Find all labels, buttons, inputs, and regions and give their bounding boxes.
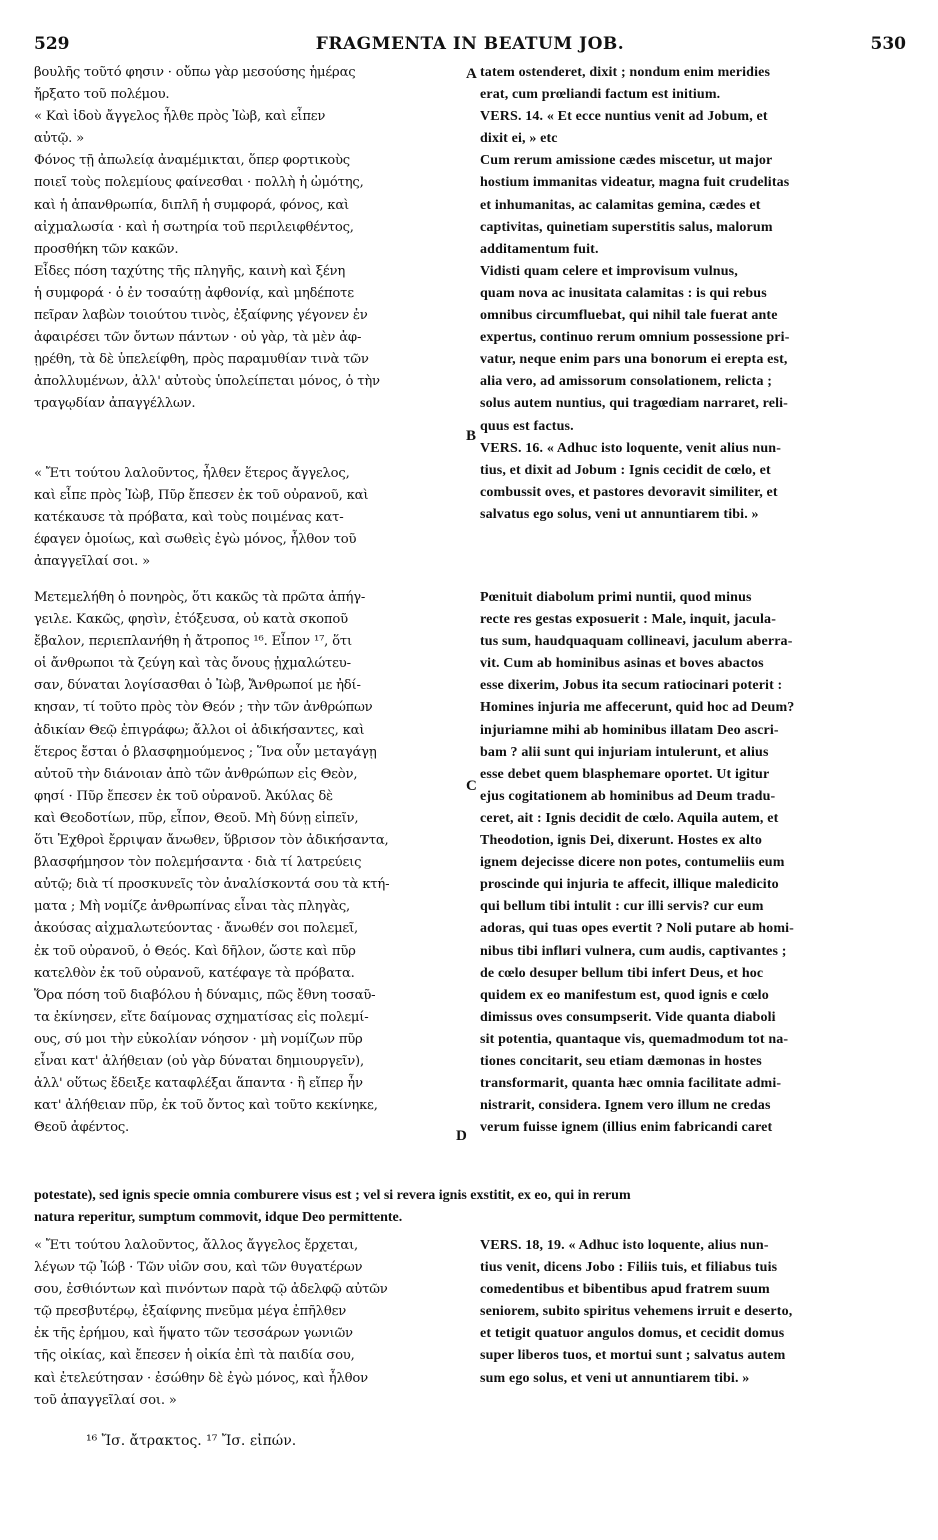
greek-line: ους, σύ μοι τὴν εὐκολίαν νόησον · μὴ νομίζων πῦρ <box>34 1031 363 1047</box>
greek-line: ματα ; Μὴ νομίζε ἀνθρωπίνας εἶναι τὰς πληγὰς, <box>34 899 351 915</box>
greek-line: λέγων τῷ Ἰώβ · Τῶν υἱῶν σου, καὶ τῶν θυγατέρων <box>34 1260 363 1276</box>
greek-line: Θεοῦ ἀφέντος. <box>34 1120 129 1136</box>
greek-line: τα ἐκίνησεν, εἴτε δαίμονας σχηματίσας εἰς πολεμί- <box>34 1009 369 1025</box>
latin-line: verum fuisse ignem (illius enim fabricandi caret <box>480 1120 773 1136</box>
latin-line: tius, et dixit ad Jobum : Ignis cecidit de cœlo, et <box>480 462 771 478</box>
latin-line: et inhumanitas, ac calamitas gemina, cædes et <box>480 197 761 213</box>
latin-column-block-2 <box>480 587 906 1139</box>
greek-column-block-4 <box>34 1235 462 1412</box>
latin-line: omnibus circumfluebat, qui nihil tale fuerat ante <box>480 308 778 324</box>
greek-line: Εἶδες πόση ταχύτης τῆς πληγῆς, καινὴ καὶ ξένη <box>34 263 346 279</box>
margin-letter-d: D <box>456 1128 467 1144</box>
greek-line: σαν, δύναται λογίσασθαι ὁ Ἰὼβ, Ἄνθρωποί με ἠδί- <box>34 678 361 694</box>
greek-column-block-3 <box>34 587 462 1139</box>
latin-line: nibus tibi inflигi vulnera, cum audis, captivantes ; <box>480 943 787 959</box>
latin-line: proscinde qui injuria te affecit, illique maledicito <box>480 877 779 893</box>
greek-column-block-1 <box>34 62 462 416</box>
latin-line: VERS. 18, 19. « Adhuc isto loquente, alius nun- <box>480 1238 769 1253</box>
greek-line: αὐτῷ. » <box>34 131 85 147</box>
latin-line: tus sum, haudquaquam collineavi, jaculum aberra- <box>480 634 793 650</box>
greek-line: ἔβαλον, περιεπλανήθη ἡ ἄτροπος ¹⁶. Εἶπον ¹⁷, ὅτι <box>34 634 352 650</box>
greek-line: αὐτοῦ τὴν διάνοιαν ἀπὸ τῶν ἀνθρώπων εἰς Θεὸν, <box>34 766 358 782</box>
margin-letter-a: A <box>466 66 477 82</box>
latin-line: solus autem nuntius, qui tragœdiam narraret, reli- <box>480 396 788 412</box>
margin-letter-c: C <box>466 778 477 794</box>
greek-line: ἀπαγγεῖλαί σοι. » <box>34 554 151 570</box>
latin-line: recte res gestas exposuerit : Male, inquit, jacula- <box>480 612 777 628</box>
greek-line: ῃρέθη, τὰ δὲ ὑπελείφθη, πρὸς παραμυθίαν τινὰ τῶν <box>34 352 369 368</box>
greek-line: ἀκούσας αἰχμαλωτεύοντας · ἄνωθέν σοι πολεμεῖ, <box>34 921 359 937</box>
greek-line: τοῦ ἀπαγγεῖλαί σοι. » <box>34 1392 177 1408</box>
latin-line: comedentibus et bibentibus apud fratrem suum <box>480 1282 770 1298</box>
greek-line: εἶναι κατ' ἀλήθειαν (οὐ γὰρ δύναται δημιουργεῖν), <box>34 1053 364 1069</box>
greek-line: ἤρξατο τοῦ πολέμου. <box>34 87 170 103</box>
latin-line: VERS. 14. « Et ecce nuntius venit ad Jobum, et <box>480 109 768 125</box>
greek-line: τραγῳδίαν ἀπαγγέλλων. <box>34 396 196 412</box>
latin-line: esse debet quem blasphemare oportet. Ut igitur <box>480 766 770 782</box>
greek-line: καὶ ἡ ἀπανθρωπία, διπλῆ ἡ συμφορά, φόνος, καὶ <box>34 197 350 213</box>
latin-line: bam ? alii sunt qui injuriam intulerunt, et alius <box>480 744 769 760</box>
greek-line: Ὅρα πόση τοῦ διαβόλου ἡ δύναμις, πῶς ἔθνη τοσαῦ- <box>34 987 376 1003</box>
greek-line: φησί · Πῦρ ἔπεσεν ἐκ τοῦ οὐρανοῦ. Ἀκύλας δὲ <box>34 788 333 804</box>
latin-line: erat, cum prœliandi factum est initium. <box>480 87 721 103</box>
latin-line: Pœnituit diabolum primi nuntii, quod minus <box>480 590 752 605</box>
greek-line: κατέκαυσε τὰ πρόβατα, καὶ τοὺς ποιμένας κατ- <box>34 510 344 526</box>
greek-line: βλασφήμησον τὸν πολεμήσαντα · διὰ τί λατρεύεις <box>34 855 362 871</box>
latin-line: alia vero, ad amissorum consolationem, relicta ; <box>480 374 773 390</box>
greek-line: γειλε. Κακῶς, φησὶν, ἐτόξευσα, οὐ κατὰ σκοποῦ <box>34 612 348 628</box>
greek-line: αὐτῷ; διὰ τί προσκυνεῖς τὸν ἀναλίσκοντά σου τὰ κτή- <box>34 877 390 893</box>
greek-line: ἀπολλυμένων, ἀλλ' αὐτοὺς ὑπολείπεται μόνος, ὁ τὴν <box>34 374 380 390</box>
greek-line: ἐκ τῆς ἐρήμου, καὶ ἥψατο τῶν τεσσάρων γωνιῶν <box>34 1326 353 1342</box>
greek-line: ποιεῖ τοὺς πολεμίους φαίνεσθαι · πολλὴ ἡ ὠμότης, <box>34 175 364 191</box>
greek-line: κατ' ἀλήθειαν πῦρ, ἐκ τοῦ ὄντος καὶ τοῦτο κεκίνηκε, <box>34 1098 378 1114</box>
greek-line: βουλῆς τοῦτό φησιν · οὔπω γὰρ μεσούσης ἡμέρας <box>34 65 356 80</box>
page-header <box>34 34 906 58</box>
greek-line: οἱ ἄνθρωποι τὰ ζεύγη καὶ τὰς ὄνους ᾐχμαλώτευ- <box>34 656 351 672</box>
latin-line: hostium immanitas videatur, magna fuit crudelitas <box>480 175 790 191</box>
greek-line: « Καὶ ἰδοὺ ἄγγελος ἦλθε πρὸς Ἰὼβ, καὶ εἶπεν <box>34 109 326 125</box>
greek-line: ἀφαιρέσει τῶν ὄντων πάντων · οὐ γὰρ, τὰ μὲν ἀφ- <box>34 330 362 346</box>
latin-line: salvatus ego solus, veni ut annuntiarem tibi. » <box>480 506 759 522</box>
latin-column-block-3 <box>480 1235 906 1390</box>
latin-line: sum ego solus, et veni ut annuntiarem tibi. » <box>480 1370 750 1386</box>
latin-line: qui bellum tibi intulit : cur illi servis? cur eum <box>480 899 764 915</box>
latin-line: seniorem, subito spiritus vehemens irruit e deserto, <box>480 1304 793 1320</box>
latin-column-block-1 <box>480 62 906 526</box>
page-number-right: 530 <box>870 34 906 54</box>
greek-line: κησαν, τί τοῦτο πρὸς τὸν Θεόν ; τὴν τῶν ἀνθρώπων <box>34 700 373 716</box>
greek-line: αἰχμαλωσία · καὶ ἡ σωτηρία τοῦ περιλειφθέντος, <box>34 219 354 235</box>
greek-line: « Ἔτι τούτου λαλοῦντος, ἦλθεν ἕτερος ἄγγελος, <box>34 466 350 481</box>
greek-line: καὶ Θεοδοτίων, πῦρ, εἶπον, Θεοῦ. Μὴ δύνῃ εἰπεῖν, <box>34 810 359 826</box>
latin-line: tatem ostenderet, dixit ; nondum enim meridies <box>480 65 771 80</box>
latin-line: dixit ei, » etc <box>480 131 558 147</box>
latin-line: et tetigit quatuor angulos domus, et cecidit domus <box>480 1326 785 1342</box>
greek-line: Φόνος τῇ ἀπωλείᾳ ἀναμέμικται, ὅπερ φορτικοὺς <box>34 153 350 169</box>
latin-line: quam nova ac inusitata calamitas : is qui rebus <box>480 285 767 301</box>
margin-letter-b: B <box>466 428 477 444</box>
greek-line: καὶ ἐτελεύτησαν · ἐσώθην δὲ ἐγὼ μόνος, καὶ ἦλθον <box>34 1370 368 1386</box>
latin-line: transformarit, quanta hæc omnia facilitate admi- <box>480 1076 782 1092</box>
greek-line: ἀλλ' οὕτως ἔδειξε καταφλέξαι ἅπαντα · ἢ εἴπερ ἦν <box>34 1076 363 1092</box>
page-number-left: 529 <box>34 34 70 54</box>
greek-line: καὶ εἶπε πρὸς Ἰὼβ, Πῦρ ἔπεσεν ἐκ τοῦ οὐρανοῦ, καὶ <box>34 488 369 504</box>
latin-line: expertus, continuo rerum omnium possessione pri- <box>480 330 790 346</box>
footnotes: ¹⁶ Ἴσ. ἄτρακτος. ¹⁷ Ἴσ. εἰπών. <box>86 1433 297 1449</box>
latin-line: tiones concitarit, seu etiam dæmonas in hostes <box>480 1053 762 1069</box>
greek-line: ἕτερος ἔσται ὁ βλασφημούμενος ; Ἵνα οὖν μεταγάγῃ <box>34 744 377 760</box>
latin-line: ignem dejecisse dicere non potes, contumeliis eum <box>480 855 785 871</box>
greek-line: ἐκ τοῦ οὐρανοῦ, ὁ Θεός. Καὶ δῆλον, ὥστε καὶ πῦρ <box>34 943 356 959</box>
latin-line: vit. Cum ab hominibus asinas et boves abactos <box>480 656 764 672</box>
greek-line: ὅτι Ἐχθροὶ ἔρριψαν ἄνωθεν, ὕβρισον τὸν ἀδικήσαντα, <box>34 833 389 849</box>
latin-line: ejus cogitationem ab hominibus ad Deum tradu- <box>480 788 776 804</box>
latin-line: injuriamne mihi ab hominibus illatam Deo ascri- <box>480 722 779 738</box>
latin-line: de cœlo desuper bellum tibi infert Deus, et hoc <box>480 965 764 981</box>
latin-line: nistrarit, considera. Ignem vero illum ne credas <box>480 1098 771 1114</box>
latin-line: dimissus oves consumpserit. Vide quanta diaboli <box>480 1009 776 1025</box>
latin-line: tius venit, dicens Jobo : Filiis tuis, et filiabus tuis <box>480 1260 778 1276</box>
greek-line: « Ἔτι τούτου λαλοῦντος, ἄλλος ἄγγελος ἔρχεται, <box>34 1238 359 1253</box>
latin-line: Theodotion, ignis Dei, dixerunt. Hostes ex alto <box>480 833 763 849</box>
greek-line: τῆς οἰκίας, καὶ ἔπεσεν ἡ οἰκία ἐπὶ τὰ παιδία σου, <box>34 1348 355 1364</box>
latin-line: quidem ex eo manifestum est, quod ignis e cœlo <box>480 987 769 1003</box>
greek-line: τῷ πρεσβυτέρῳ, ἐξαίφνης πνεῦμα μέγα ἐπῆλθεν <box>34 1304 347 1320</box>
latin-line: super liberos tuos, et mortui sunt ; salvatus autem <box>480 1348 786 1364</box>
greek-column-block-2 <box>34 463 462 573</box>
greek-line: Μετεμελήθη ὁ πονηρὸς, ὅτι κακῶς τὰ πρῶτα ἀπήγ- <box>34 590 366 605</box>
latin-line: combussit oves, et pastores devoravit similiter, et <box>480 484 778 500</box>
greek-line: ἀδικίαν Θεῷ ἐπιγράφω; ἄλλοι οἱ ἀδικήσαντες, καὶ <box>34 722 365 738</box>
full-width-continuation <box>34 1185 906 1229</box>
running-title: FRAGMENTA IN BEATUM JOB. <box>315 34 625 54</box>
greek-line: έφαγεν ὁμοίως, καὶ σωθεὶς ἐγὼ μόνος, ἦλθον τοῦ <box>34 532 357 548</box>
latin-line: additamentum fuit. <box>480 241 599 257</box>
latin-line: VERS. 16. « Adhuc isto loquente, venit alius nun- <box>480 440 782 456</box>
latin-line: Vidisti quam celere et improvisum vulnus, <box>480 263 738 279</box>
latin-line: Cum rerum amissione cædes miscetur, ut major <box>480 153 773 169</box>
latin-line: adoras, qui tuas opes evertit ? Noli putare ab homi- <box>480 921 794 937</box>
greek-line: κατελθὸν ἐκ τοῦ οὐρανοῦ, κατέφαγε τὰ πρόβατα. <box>34 965 355 981</box>
latin-line: captivitas, quinetiam superstitis salus, malorum <box>480 219 773 235</box>
full-width-line-1: potestate), sed ignis specie omnia comburere visus est ; vel si revera ignis exstitit, ex eo, qui in rerum <box>34 1188 631 1203</box>
greek-line: προσθήκη τῶν κακῶν. <box>34 241 179 257</box>
latin-line: Homines injuria me affecerunt, quid hoc ad Deum? <box>480 700 795 716</box>
latin-line: vatur, neque enim pars una bonorum ei erepta est, <box>480 352 788 368</box>
latin-line: sit potentia, quantaque vis, quemadmodum tot na- <box>480 1031 789 1047</box>
greek-line: ἡ συμφορά · ὁ ἐν τοσαύτῃ ἀφθονίᾳ, καὶ μηδέποτε <box>34 285 354 301</box>
greek-line: σου, ἐσθιόντων καὶ πινόντων παρὰ τῷ ἀδελφῷ αὐτῶν <box>34 1282 388 1298</box>
latin-line: ceret, ait : Ignis decidit de cœlo. Aquila autem, et <box>480 810 779 826</box>
full-width-line-2: natura reperitur, sumptum commovit, idque Deo permittente. <box>34 1210 403 1226</box>
greek-line: πεῖραν λαβὼν τοιούτου τινὸς, ἐξαίφνης γέγονεν ἐν <box>34 308 368 324</box>
latin-line: esse dixerim, Jobus ita secum ratiocinari poterit : <box>480 678 783 694</box>
latin-line: quus est factus. <box>480 418 574 434</box>
